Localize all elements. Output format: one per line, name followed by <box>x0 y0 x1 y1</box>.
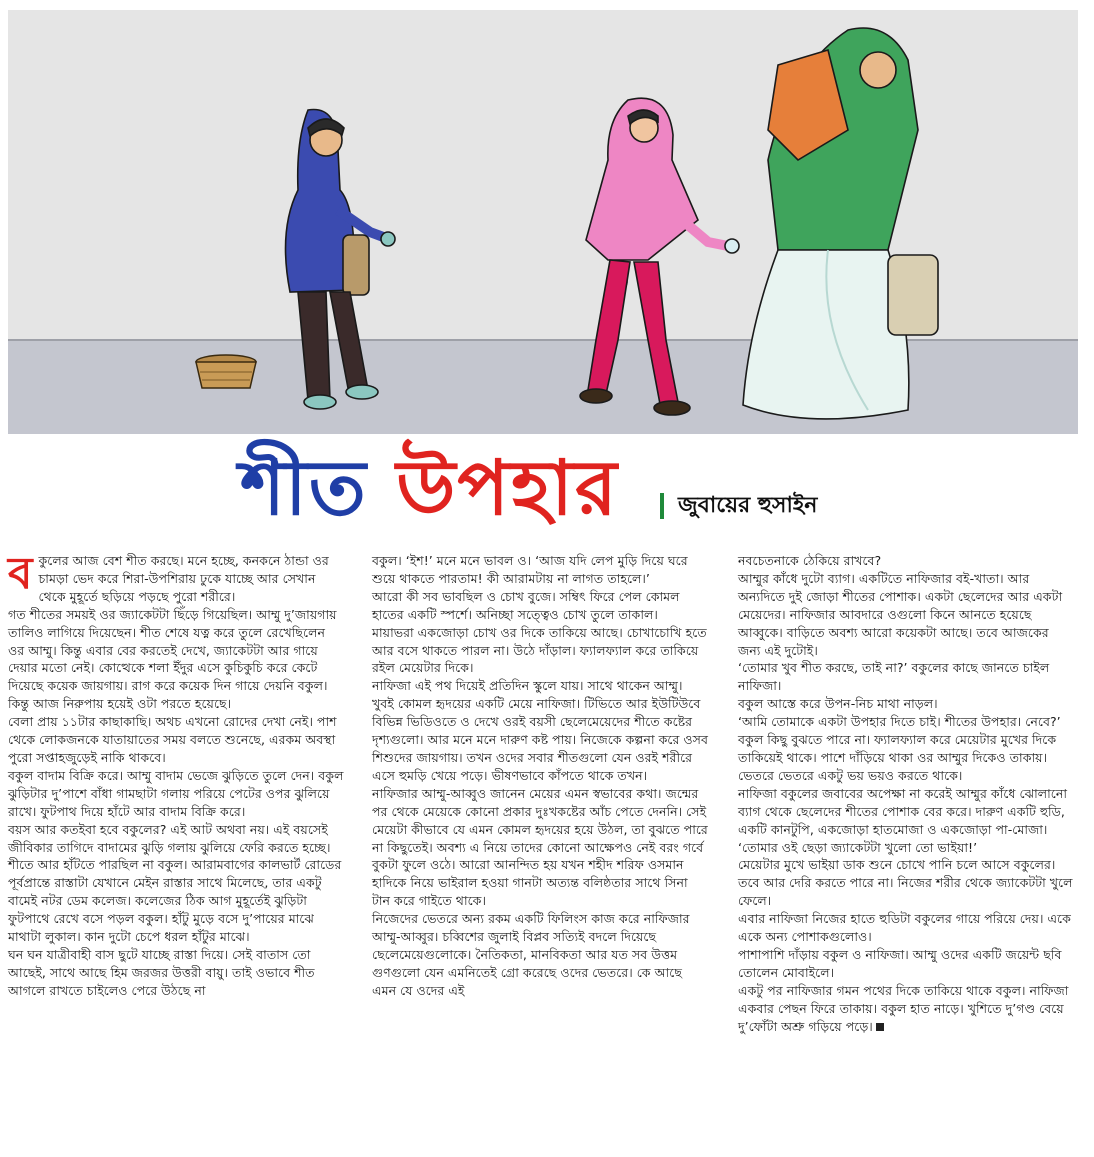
story-title <box>240 440 619 536</box>
title-part2: উপহার <box>396 443 619 532</box>
sidewalk <box>8 340 1078 434</box>
paragraph: বকুল বাদাম বিক্রি করে। আম্মু বাদাম ভেজে ঝুড়িতে তুলে দেন। বকুল ঝুড়িটার দু’পাশে বাঁধা গামছাটা গলায় পরিয়ে পেটের ওপর ঝুলিয়ে রাখে। ফুটপাথ দিয়ে হাঁটে আর বাদাম বিক্রি করে। <box>8 767 344 819</box>
paragraph: পাশাপাশি দাঁড়ায় বকুল ও নাফিজা। আম্মু ওদের একটি জয়েন্ট ছবি তোলেন মোবাইলে। <box>738 946 1062 980</box>
paragraph: নাফিজা এই পথ দিয়েই প্রতিদিন স্কুলে যায়। সাথে থাকেন আম্মু। <box>372 678 683 694</box>
paragraph: খুবই কোমল হৃদয়ের একটি মেয়ে নাফিজা। টিভিতে আর ইউটিউবে বিভিন্ন ভিডিওতে ও দেখে ওরই বয়সী ছেলেমেয়েদের শীতে কষ্টের দৃশ্যগুলো। আর মনে মনে দারুণ কষ্ট পায়। নিজেকে কল্পনা করে ওসব শিশুদের জায়গায়। তখন ওদের সবার শীতগুলো যেন ওরই শরীরে এসে হুমড়ি খেয়ে পড়ে। ভীষণভাবে কাঁপতে থাকে তখন। <box>372 696 708 783</box>
paragraph: বকুল। ‘ইশ!’ মনে মনে ভাবল ও। ‘আজ যদি লেপ মুড়ি দিয়ে ঘরে শুয়ে থাকতে পারতাম! কী আরামটায় না লাগত তাহলে।’ <box>372 553 688 586</box>
story-illustration <box>8 10 1078 434</box>
paragraph: আম্মুর কাঁধে দুটো ব্যাগ। একটিতে নাফিজার বই-খাতা। আর অন্যদিতে দুই জোড়া শীতের পোশাক। একটা ছেলেদের আর একটা মেয়েদের। নাফিজার আবদারে ওগুলো কিনে আনতে হয়েছে আব্বুকে। বাড়িতে অবশ্য আরো কয়েকটা আছে। তবে আজকের জন্য এই দুটোই। <box>738 570 1063 658</box>
byline-bar <box>660 493 664 519</box>
paragraph: আরো কী সব ভাবছিল ও চোখ বুজে। সম্বিৎ ফিরে পেল কোমল হাতের একটি স্পর্শে। অনিচ্ছা সত্ত্বেও চোখ তুলে তাকাল। <box>372 588 680 622</box>
byline <box>660 488 817 525</box>
paragraph: এবার নাফিজা নিজের হাতে হুডিটা বকুলের গায়ে পরিয়ে দেয়। একে একে অন্য পোশাকগুলোও। <box>738 911 1071 945</box>
paragraph: নবচেতনাকে ঠেকিয়ে রাখবে? <box>738 553 882 568</box>
paragraph: বকুলের আজ বেশ শীত করছে। মনে হচ্ছে, কনকনে ঠান্ডা ওর চামড়া ভেদ করে শিরা-উপশিরায় ঢুকে যাচ্ছে আর সেখান থেকে মুহূর্তে ছড়িয়ে পড়ছে পুরো শরীরে। <box>8 548 329 604</box>
paragraph: মায়াভরা একজোড়া চোখ ওর দিকে তাকিয়ে আছে। চোখাচোখি হতে আর বসে থাকতে পারল না। উঠে দাঁড়াল। ফ্যালফ্যাল করে তাকিয়ে রইল মেয়েটার দিকে। <box>372 624 707 676</box>
paragraph: মেয়েটার মুখে ভাইয়া ডাক শুনে চোখে পানি চলে আসে বকুলের। তবে আর দেরি করতে পারে না। নিজের শরীর থেকে জ্যাকেটটা খুলে ফেলে। <box>738 857 1073 909</box>
paragraph: নিজেদের ভেতরে অন্য রকম একটি ফিলিংস কাজ করে নাফিজার আম্মু-আব্বুর। চব্বিশের জুলাই বিপ্লব সত্যিই বদলে দিয়েছে ছেলেমেয়েগুলোকে। নৈতিকতা, মানবিকতা আর যত সব উত্তম গুণগুলো যেন এমনিতেই গ্রো করেছে ওদের ভেতরে। কে আছে এমন যে ওদের এই <box>372 911 690 998</box>
paragraph: ঘন ঘন যাত্রীবাহী বাস ছুটে যাচ্ছে রাস্তা দিয়ে। সেই বাতাস তো আছেই, সাথে আছে হিম জরজর উত্তরী বায়ু। তাই ওভাবে শীত আগলে রাখতে চাইলেও পেরে উঠছে না <box>8 946 315 998</box>
paragraph: নাফিজার আম্মু-আব্বুও জানেন মেয়ের এমন স্বভাবের কথা। জন্মের পর থেকে মেয়েকে কোনো প্রকার দুঃখকষ্টের আঁচ পেতে দেননি। সেই মেয়েটা কীভাবে যে এমন কোমল হৃদয়ের হয়ে উঠল, তা বুঝতে পারে না কিছুতেই। অবশ্য এ নিয়ে তাদের কোনো আক্ষেপও নেই বরং গর্বে বুকটা ফুলে ওঠে। আরো আনন্দিত হয় যখন শহীদ শরিফ ওসমান হাদিকে নিয়ে ভাইরাল হওয়া গানটা অত্যন্ত বলিষ্ঠতার সাথে সিনা টান করে গাইতে থাকে। <box>372 785 708 909</box>
paragraph: বকুল কিছু বুঝতে পারে না। ফ্যালফ্যাল করে মেয়েটার মুখের দিকে তাকিয়েই থাকে। পাশে দাঁড়িয়ে থাকা ওর আম্মুর দিকেও তাকায়। ভেতরে ভেতরে একটু ভয় ভয়ও করতে থাকে। <box>738 732 1057 783</box>
article-column-1 <box>8 548 344 1000</box>
paragraph: একটু পর নাফিজার গমন পথের দিকে তাকিয়ে থাকে বকুল। নাফিজা একবার পেছন ফিরে তাকায়। বকুল হাত নাড়ে। খুশিতে দু’গণ্ড বেয়ে দু’ফোঁটা অশ্রু গড়িয়ে পড়ে। <box>738 982 1069 1034</box>
paragraph: বেলা প্রায় ১১টার কাছাকাছি। অথচ এখনো রোদের দেখা নেই। পাশ থেকে লোকজনকে যাতায়াতের সময় বলতে শুনেছে, এরকম অবস্থা পুরো সপ্তাহজুড়েই নাকি থাকবে। <box>8 714 337 765</box>
paragraph: ‘তোমার খুব শীত করছে, তাই না?’ বকুলের কাছে জানতে চাইল নাফিজা। <box>738 660 1050 694</box>
paragraph: ‘আমি তোমাকে একটা উপহার দিতে চাই। শীতের উপহার। নেবে?’ <box>738 714 1061 730</box>
paragraph: গত শীতের সময়ই ওর জ্যাকেটটা ছিঁড়ে গিয়েছিল। আম্মু দু’জায়গায় তালিও লাগিয়ে দিয়েছেন। শীত শেষে যত্ন করে তুলে রেখেছিলেন ওর আম্মু। কিন্তু এবার বের করতেই দেখে, জ্যাকেটটা আর গায়ে দেয়ার মতো নেই। কোত্থেকে শলা ইঁদুর এসে কুচিকুচি করে কেটে দিয়েছে কয়েক জায়গায়। রাগ করে কয়েক দিন গায়ে দেয়নি বকুল। কিন্তু আজ নিরুপায় হয়েই ওটা পরতে হয়েছে। <box>8 606 337 712</box>
basket-icon <box>196 355 256 388</box>
title-block <box>0 440 1094 540</box>
paragraph: বয়স আর কতইবা হবে বকুলের? এই আট অথবা নয়। এই বয়সেই জীবিকার তাগিদে বাদামের ঝুড়ি গলায় ঝুলিয়ে ফেরি করতে হচ্ছে। <box>8 821 331 855</box>
end-mark <box>876 1023 884 1031</box>
paragraph: নাফিজা বকুলের জবাবের অপেক্ষা না করেই আম্মুর কাঁধে ঝোলানো ব্যাগ থেকে ছেলেদের শীতের পোশাক বের করে। দারুণ একটি হুডি, একটি কানটুপি, একজোড়া হাতমোজা ও একজোড়া পা-মোজা। <box>738 785 1068 837</box>
author-name: জুবায়ের হুসাইন <box>678 493 818 518</box>
paragraph: ‘তোমার ওই ছেড়া জ্যাকেটটা খুলো তো ভাইয়া!’ <box>738 839 978 855</box>
paragraph: শীতে আর হাঁটতে পারছিল না বকুল। আরামবাগের কালভার্ট রোডের পূর্বপ্রান্তে রাস্তাটা যেখানে মেইন রাস্তার সাথে মিলেছে, তার একটু বামেই নটর ডেম কলেজ। কলেজের ঠিক আগ মুহূর্তেই ঝুড়িটা ফুটপাথে রেখে বসে পড়ল বকুল। হাঁটু মুড়ে বসে দু’পায়ের মাঝে মাথাটা লুকাল। কান দুটো চেপে ধরল হাঁটুর মাঝে। <box>8 857 342 945</box>
title-part1: শীত <box>240 443 368 532</box>
article-column-2 <box>372 552 708 1000</box>
drop-cap: ব <box>8 548 33 599</box>
paragraph: বকুল আস্তে করে উপন-নিচ মাথা নাড়ল। <box>738 696 938 712</box>
article-column-3 <box>738 552 1074 1035</box>
